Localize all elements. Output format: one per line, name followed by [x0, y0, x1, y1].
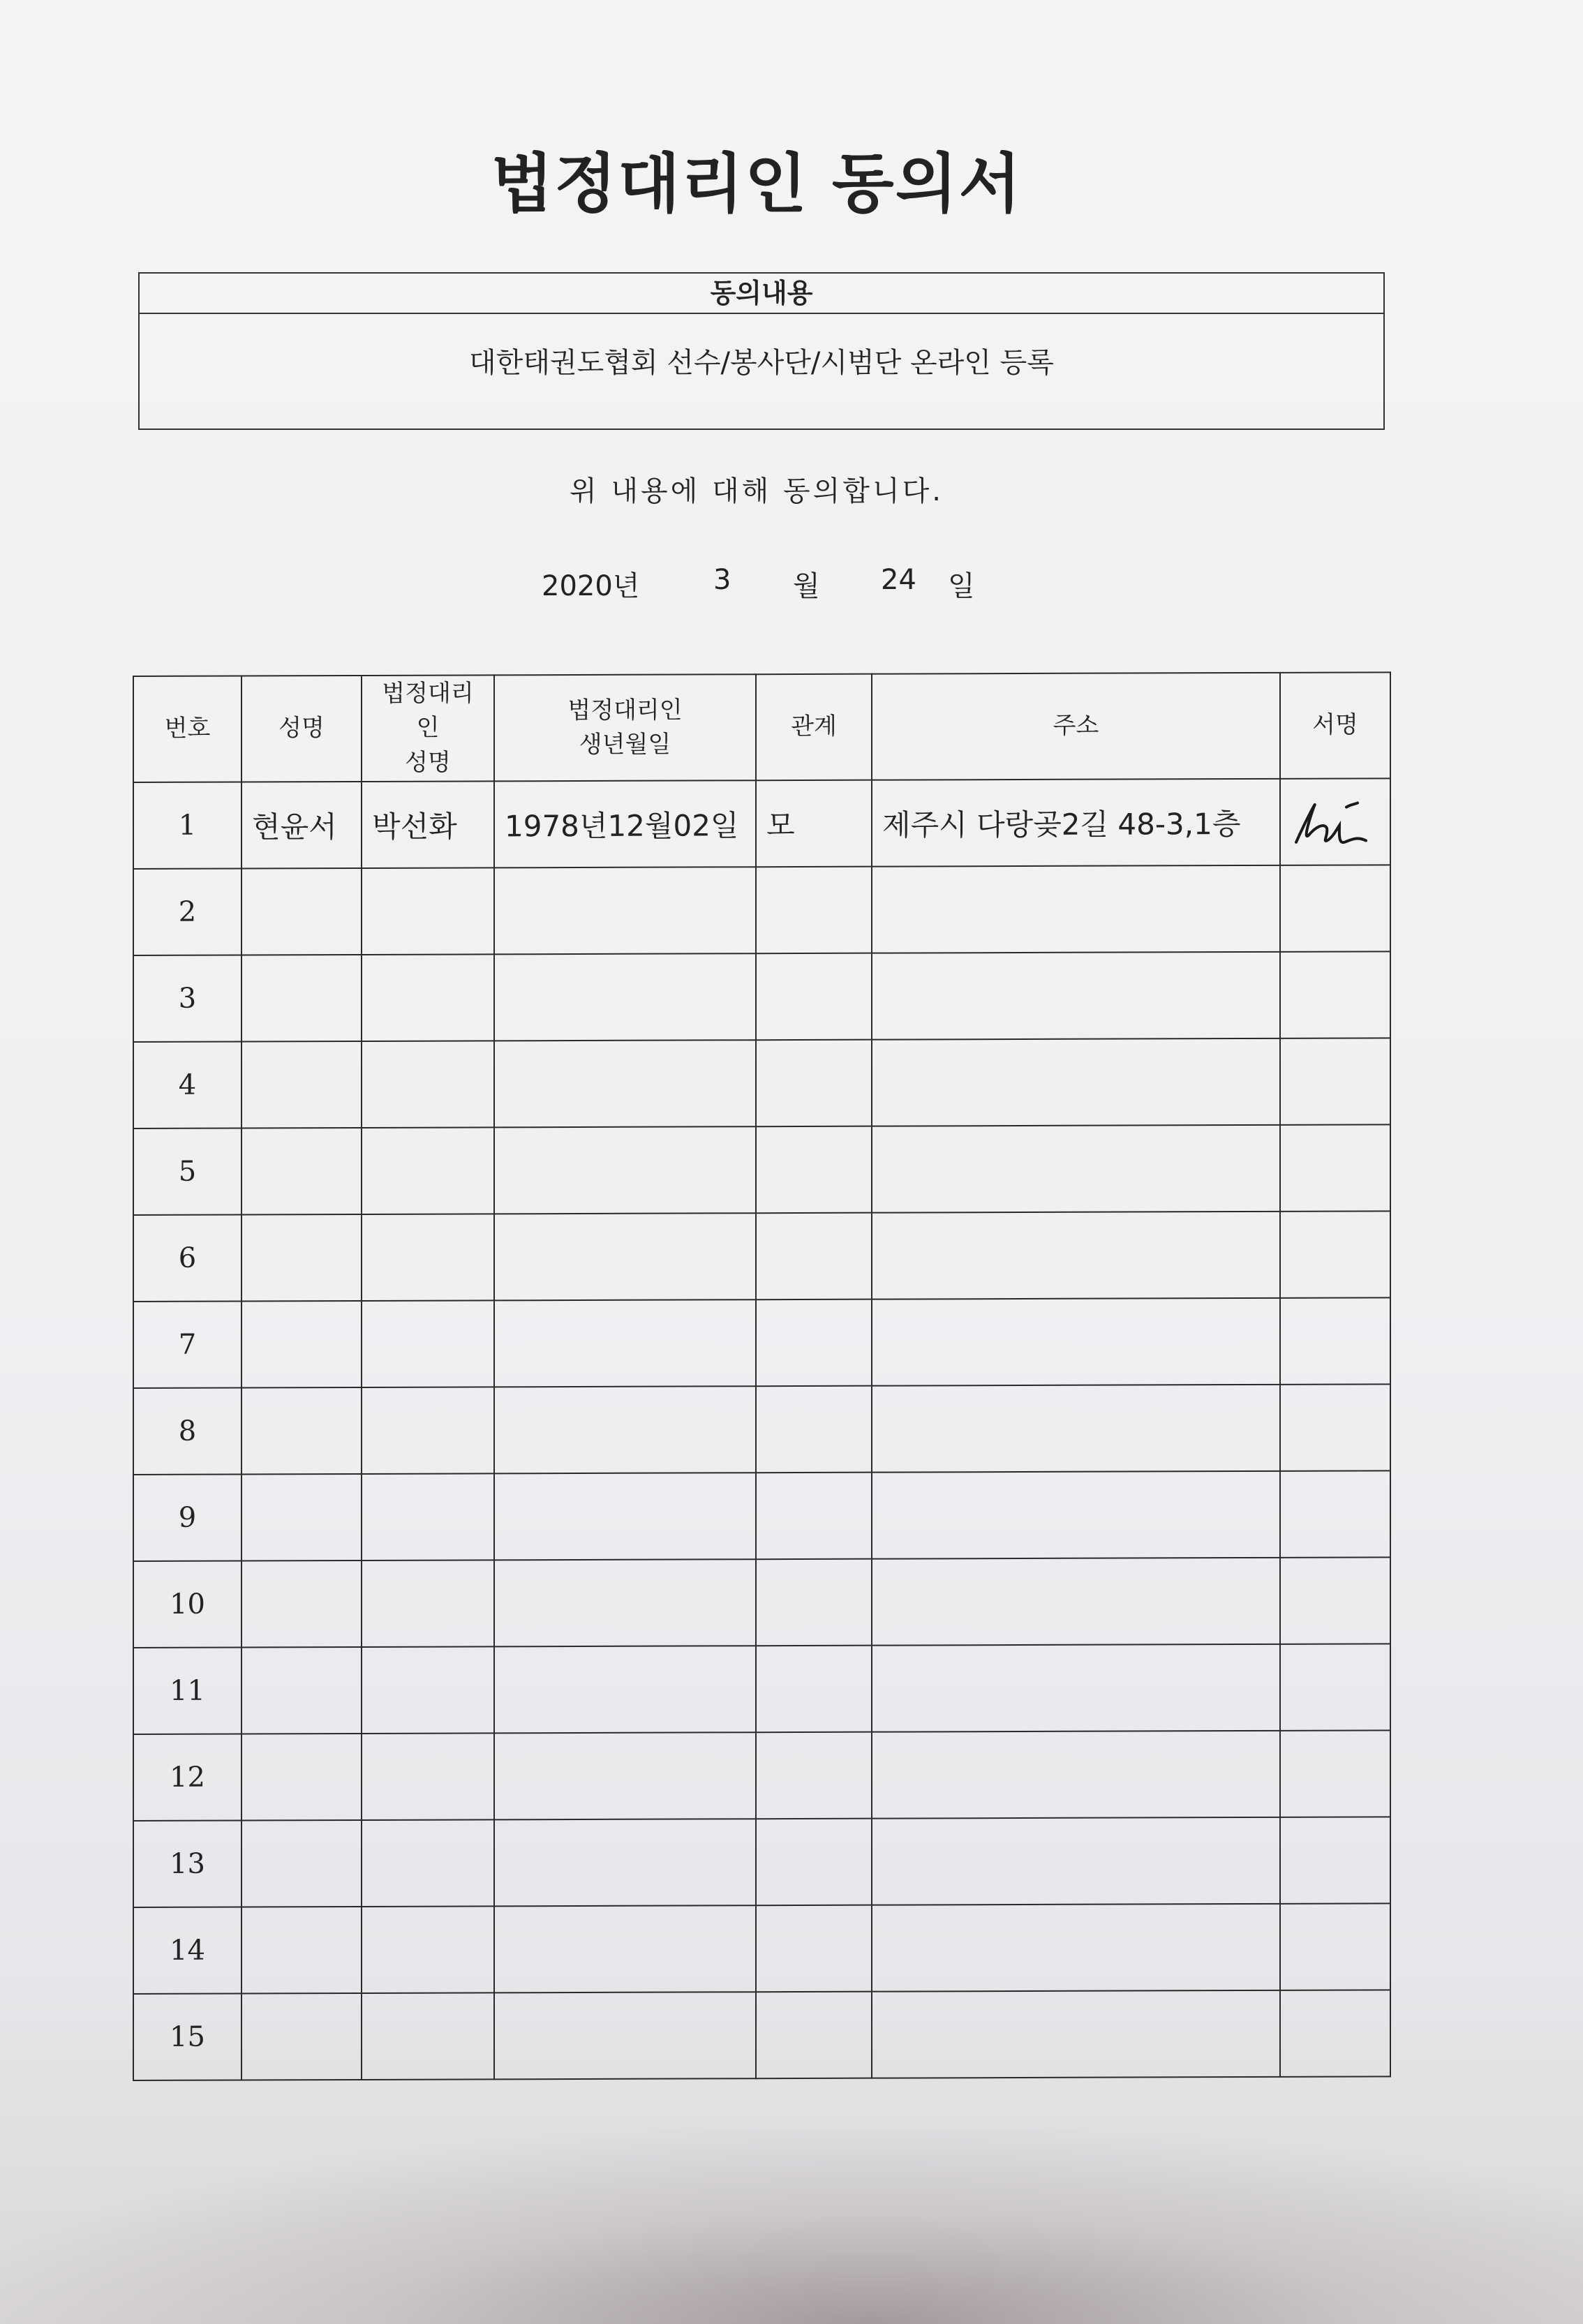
cell-relation [756, 953, 872, 1041]
cell-name [241, 1734, 362, 1821]
cell-address: 제주시 다랑곶2길 48-3,1층 [872, 779, 1280, 867]
cell-guardian-birth [494, 1126, 756, 1214]
cell-guardian-birth: 1978년12월02일 [494, 780, 756, 867]
header-name: 성명 [241, 676, 362, 782]
guardian-table [133, 671, 1391, 2081]
cell-guardian-name [362, 1992, 494, 2080]
cell-signature [1280, 1297, 1390, 1384]
table-row [133, 1038, 1390, 1129]
cell-name [241, 1560, 362, 1648]
cell-address [872, 1038, 1280, 1126]
cell-guardian-name [362, 1041, 494, 1128]
cell-address [872, 1558, 1280, 1646]
table-row [133, 1211, 1390, 1302]
cell-guardian-name [362, 1387, 494, 1474]
table-row [133, 1644, 1390, 1734]
cell-relation [756, 1213, 872, 1300]
cell-relation [756, 1559, 872, 1646]
cell-guardian-name [362, 1819, 494, 1907]
date-month: 3 [713, 564, 731, 596]
cell-name [241, 868, 362, 955]
table-body [133, 778, 1390, 2080]
cell-address [872, 1385, 1280, 1473]
cell-name [241, 1820, 362, 1907]
date-year: 2020년 [542, 570, 640, 602]
cell-guardian-birth [494, 1299, 756, 1387]
cell-relation [756, 1646, 872, 1733]
cell-guardian-birth [494, 1819, 756, 1906]
cell-address [872, 1471, 1280, 1559]
cell-name [241, 1301, 362, 1388]
cell-no: 7 [133, 1302, 241, 1388]
cell-guardian-birth [494, 1473, 756, 1560]
cell-guardian-birth [494, 1646, 756, 1733]
agree-statement: 위 내용에 대해 동의합니다. [570, 475, 944, 507]
cell-address [872, 1125, 1280, 1213]
table-header-row [133, 672, 1390, 782]
cell-signature [1280, 778, 1390, 865]
cell-guardian-name [362, 1906, 494, 1993]
table-row [133, 1384, 1390, 1475]
header-guardian-name [362, 675, 494, 782]
table-row [133, 1297, 1390, 1388]
cell-name [241, 1041, 362, 1129]
cell-address [872, 865, 1280, 953]
header-guardian-birth [494, 674, 756, 781]
cell-relation [756, 1040, 872, 1127]
date-day-unit: 일 [948, 570, 975, 602]
cell-no: 10 [133, 1561, 241, 1648]
table-row [133, 1990, 1390, 2080]
cell-guardian-name: 박선화 [362, 781, 494, 868]
consent-header: 동의내용 [140, 274, 1383, 314]
cell-relation [756, 1299, 872, 1387]
cell-signature [1280, 1903, 1390, 1990]
header-guardian-birth-line1: 법정대리인 [567, 696, 683, 724]
table-row [133, 865, 1390, 955]
cell-guardian-birth [494, 1386, 756, 1473]
photo-shadow [0, 2129, 1583, 2324]
document-title: 법정대리인 동의서 [491, 147, 1023, 221]
cell-signature [1280, 1644, 1390, 1730]
cell-relation [756, 1473, 872, 1560]
cell-guardian-name [362, 1560, 494, 1647]
table-row [133, 1557, 1390, 1648]
cell-guardian-name [362, 1300, 494, 1387]
cell-no: 2 [133, 869, 241, 955]
cell-guardian-name [362, 867, 494, 955]
cell-name: 현윤서 [241, 782, 362, 869]
cell-signature [1280, 1038, 1390, 1124]
cell-signature [1280, 1557, 1390, 1644]
cell-name [241, 1474, 362, 1561]
table-row [133, 1730, 1390, 1821]
cell-address [872, 1731, 1280, 1819]
cell-signature [1280, 1211, 1390, 1297]
cell-name [241, 1993, 362, 2080]
cell-signature [1280, 1817, 1390, 1903]
cell-guardian-name [362, 1733, 494, 1820]
consent-box [138, 272, 1385, 430]
cell-no: 12 [133, 1734, 241, 1821]
cell-no: 15 [133, 1994, 241, 2080]
cell-relation [756, 1126, 872, 1214]
cell-name [241, 1214, 362, 1302]
cell-no: 3 [133, 955, 241, 1042]
cell-address [872, 1990, 1280, 2078]
table-row [133, 1470, 1390, 1561]
cell-no: 11 [133, 1648, 241, 1734]
cell-guardian-birth [494, 867, 756, 954]
cell-relation [756, 1819, 872, 1906]
table-row [133, 1903, 1390, 1994]
header-no: 번호 [133, 676, 241, 782]
cell-guardian-birth [494, 1559, 756, 1646]
cell-address [872, 1212, 1280, 1299]
cell-guardian-birth [494, 1732, 756, 1819]
cell-address [872, 1298, 1280, 1386]
cell-no: 4 [133, 1042, 241, 1129]
cell-relation [756, 1905, 872, 1992]
cell-guardian-name [362, 1214, 494, 1301]
cell-no: 14 [133, 1907, 241, 1994]
cell-no: 8 [133, 1388, 241, 1475]
cell-no: 13 [133, 1821, 241, 1907]
cell-name [241, 1907, 362, 1994]
date-day: 24 [881, 564, 916, 596]
cell-guardian-birth [494, 1040, 756, 1127]
cell-no: 1 [133, 782, 241, 869]
cell-name [241, 955, 362, 1042]
cell-signature [1280, 951, 1390, 1038]
cell-signature [1280, 1730, 1390, 1817]
cell-relation: 모 [756, 780, 872, 867]
cell-name [241, 1128, 362, 1215]
cell-signature [1280, 1990, 1390, 2076]
cell-guardian-birth [494, 1213, 756, 1300]
table-row [133, 1817, 1390, 1907]
consent-body: 대한태권도협회 선수/봉사단/시범단 온라인 등록 [469, 347, 1054, 379]
cell-relation [756, 867, 872, 954]
cell-guardian-name [362, 1473, 494, 1560]
date-month-unit: 월 [793, 570, 820, 602]
cell-address [872, 1817, 1280, 1905]
cell-no: 6 [133, 1215, 241, 1302]
cell-guardian-birth [494, 1992, 756, 2079]
cell-signature [1280, 865, 1390, 951]
header-signature: 서명 [1280, 672, 1390, 778]
cell-no: 5 [133, 1129, 241, 1215]
header-address: 주소 [872, 673, 1280, 780]
header-relation: 관계 [756, 674, 872, 781]
cell-relation [756, 1386, 872, 1473]
handwritten-signature [1288, 786, 1378, 856]
cell-guardian-birth [494, 1905, 756, 1992]
table-row [133, 1124, 1390, 1215]
table-row [133, 778, 1390, 869]
cell-relation [756, 1732, 872, 1819]
header-guardian-name-line1: 법정대리 [382, 679, 474, 708]
cell-signature [1280, 1470, 1390, 1557]
cell-guardian-name [362, 1127, 494, 1214]
cell-signature [1280, 1384, 1390, 1470]
cell-no: 9 [133, 1475, 241, 1561]
cell-name [241, 1647, 362, 1734]
cell-guardian-name [362, 1646, 494, 1734]
cell-address [872, 1904, 1280, 1992]
header-guardian-name-line2: 인 [416, 713, 440, 743]
cell-guardian-name [362, 954, 494, 1041]
table-row [133, 951, 1390, 1042]
cell-guardian-birth [494, 953, 756, 1041]
cell-address [872, 1644, 1280, 1732]
cell-signature [1280, 1124, 1390, 1211]
header-guardian-name-line3: 성명 [405, 748, 451, 777]
cell-name [241, 1387, 362, 1475]
header-guardian-birth-line2: 생년월일 [579, 730, 671, 759]
cell-relation [756, 1992, 872, 2079]
cell-address [872, 952, 1280, 1040]
